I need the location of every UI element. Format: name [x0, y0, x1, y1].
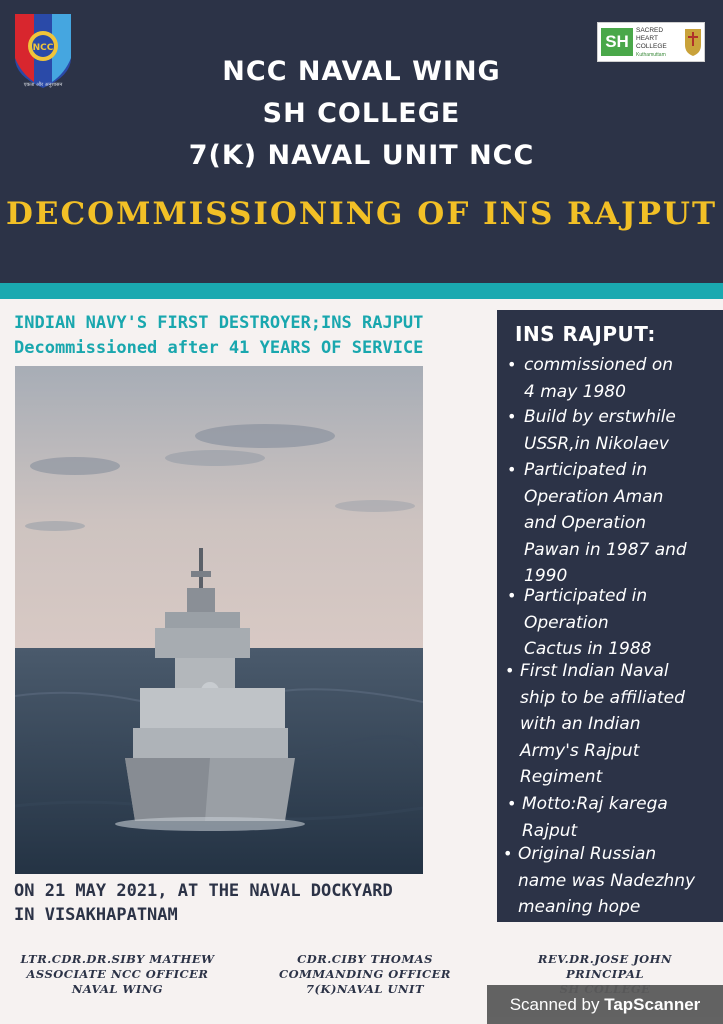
fact-line: with an Indian [520, 714, 641, 734]
fact-line: Army's Rajput [520, 740, 640, 761]
signatory-role: PRINCIPAL [566, 967, 644, 981]
fact-russian-name [518, 841, 695, 921]
fact-line: Cactus in 1988 [524, 639, 652, 659]
fact-line: Build by erstwhile [524, 407, 676, 427]
sh-logo-location: Kuthamuttam [636, 52, 666, 58]
subtitle-line-1: INDIAN NAVY'S FIRST DESTROYER;INS RAJPUT [14, 313, 424, 333]
header-line-1: NCC NAVAL WING [222, 56, 501, 87]
fact-line: and Operation [524, 513, 646, 533]
fact-line: commissioned on [524, 355, 674, 375]
date-line-2: IN VISAKHAPATNAM [14, 905, 178, 925]
signatory-unit: 7(K)NAVAL UNIT [306, 982, 424, 996]
bullet-icon: • [507, 407, 517, 426]
sh-logo-mark: SH [601, 28, 633, 56]
sh-logo-line3: COLLEGE [636, 43, 667, 50]
fact-line: 1990 [524, 566, 568, 586]
fact-line: Motto:Raj karega [522, 794, 668, 814]
sh-logo-line1: SACRED [636, 27, 664, 34]
ship-photo [15, 366, 423, 874]
fact-line: Operation [524, 612, 609, 633]
signatory-name: CDR.CIBY THOMAS [297, 952, 433, 966]
teal-divider [0, 283, 723, 299]
info-panel [497, 310, 723, 922]
signatory-2 [255, 952, 475, 997]
fact-operation-cactus [524, 583, 652, 663]
fact-line: Participated in [524, 460, 648, 480]
fact-line: 4 may 1980 [524, 381, 626, 402]
fact-line: ship to be affiliated [520, 687, 685, 708]
ncc-logo-text: NCC [32, 43, 54, 53]
fact-built [524, 404, 676, 457]
fact-line: Original Russian [518, 844, 657, 864]
info-panel-title: INS RAJPUT: [515, 322, 656, 346]
sh-crest-icon [684, 27, 702, 57]
fact-motto [522, 791, 668, 844]
bullet-icon: • [503, 844, 513, 863]
fact-line: USSR,in Nikolaev [524, 433, 669, 454]
fact-line: Regiment [520, 767, 603, 787]
ncc-motto: एकता और अनुशासन [23, 82, 63, 88]
fact-line: meaning hope [518, 897, 641, 917]
poster-title: DECOMMISSIONING OF INS RAJPUT [5, 196, 718, 232]
fact-line: First Indian Naval [520, 661, 669, 681]
fact-rajput-regiment [520, 658, 685, 791]
bullet-icon: • [507, 586, 517, 605]
signatory-role: ASSOCIATE NCC OFFICER [26, 967, 209, 981]
fact-line: Rajput [522, 820, 578, 841]
sh-logo-line2: HEART [636, 35, 658, 42]
signatory-1 [5, 952, 230, 997]
header-line-2: SH COLLEGE [262, 98, 461, 129]
watermark-brand: TapScanner [604, 995, 701, 1014]
fact-line: Pawan in 1987 and [524, 539, 687, 560]
signatory-name: LTR.CDR.DR.SIBY MATHEW [20, 952, 215, 966]
bullet-icon: • [505, 661, 515, 680]
signatory-role: COMMANDING OFFICER [279, 967, 451, 981]
sh-logo-text [636, 27, 667, 59]
header-line-3: 7(K) NAVAL UNIT NCC [188, 140, 535, 171]
watermark-prefix: Scanned by [509, 995, 605, 1014]
fact-operation-aman [524, 457, 687, 590]
signatory-unit: NAVAL WING [71, 982, 164, 996]
signatory-name: REV.DR.JOSE JOHN [537, 952, 673, 966]
fact-line: Participated in [524, 586, 648, 606]
bullet-icon: • [507, 355, 517, 374]
date-line-1: ON 21 MAY 2021, AT THE NAVAL DOCKYARD [14, 881, 393, 901]
subtitle-line-2: Decommissioned after 41 YEARS OF SERVICE [14, 338, 424, 358]
bullet-icon: • [507, 460, 517, 479]
bullet-icon: • [507, 794, 517, 813]
fact-commissioned [524, 352, 673, 405]
scanner-watermark [487, 985, 723, 1024]
fact-line: Operation Aman [524, 486, 664, 507]
fact-line: name was Nadezhny [518, 870, 696, 891]
